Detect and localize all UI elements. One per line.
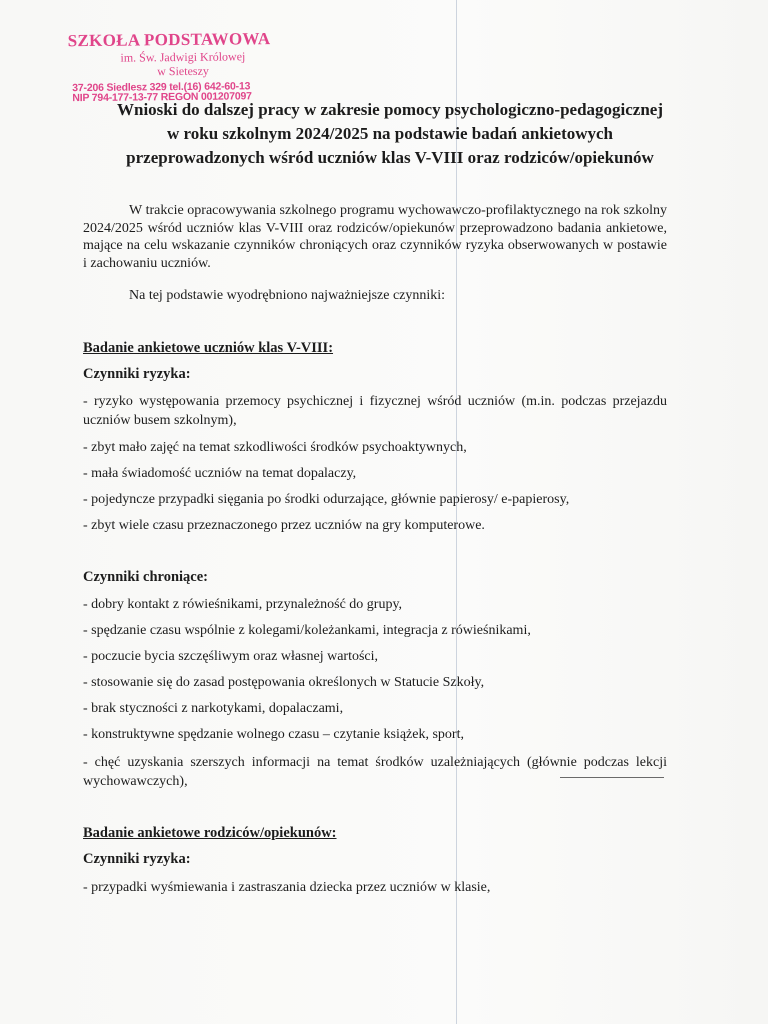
stamp-patron: im. Św. Jadwigi Królowej xyxy=(120,49,246,65)
parents-section-heading: Badanie ankietowe rodziców/opiekunów: xyxy=(83,825,337,841)
list-item: - pojedyncze przypadki sięgania po środki odurzające, głównie papierosy/ e-papierosy, xyxy=(83,492,570,507)
title-line-3: przeprowadzonych wśród uczniów klas V-VIII oraz rodziców/opiekunów xyxy=(126,148,654,167)
students-protective-heading: Czynniki chroniące: xyxy=(83,569,208,585)
list-item: - przypadki wyśmiewania i zastraszania dziecka przez uczniów w klasie, xyxy=(83,880,491,895)
pen-underline-mark xyxy=(560,777,664,778)
list-item: - mała świadomość uczniów na temat dopalaczy, xyxy=(83,466,357,481)
list-item: - spędzanie czasu wspólnie z kolegami/koleżankami, integracja z rówieśnikami, xyxy=(83,623,531,638)
list-item: - dobry kontakt z rówieśnikami, przynależność do grupy, xyxy=(83,597,403,612)
list-item: - poczucie bycia szczęśliwym oraz własnej wartości, xyxy=(83,649,379,664)
students-risk-heading: Czynniki ryzyka: xyxy=(83,366,191,382)
students-section-heading: Badanie ankietowe uczniów klas V-VIII: xyxy=(83,340,334,356)
stamp-ids: NIP 794-177-13-77 REGON 001207097 xyxy=(72,90,252,105)
intro-lead: Na tej podstawie wyodrębniono najważniejsze czynniki: xyxy=(129,288,446,303)
list-item: - stosowanie się do zasad postępowania określonych w Statucie Szkoły, xyxy=(83,675,485,690)
stamp-town: w Sieteszy xyxy=(157,63,209,79)
list-item: - zbyt mało zajęć na temat szkodliwości środków psychoaktywnych, xyxy=(83,440,467,455)
stamp-address: 37-206 Siedlesz 329 tel.(16) 642-60-13 xyxy=(72,80,251,95)
school-stamp xyxy=(68,29,299,104)
list-item: - zbyt wiele czasu przeznaczonego przez uczniów na gry komputerowe. xyxy=(83,518,485,533)
stamp-school-name: SZKOŁA PODSTAWOWA xyxy=(67,29,271,51)
title-line-2: w roku szkolnym 2024/2025 na podstawie badań ankietowych xyxy=(166,124,614,143)
parents-risk-heading: Czynniki ryzyka: xyxy=(83,851,191,867)
document-title xyxy=(60,98,720,170)
list-item: - konstruktywne spędzanie wolnego czasu – czytanie książek, sport, xyxy=(83,727,464,742)
list-item: - brak styczności z narkotykami, dopalaczami, xyxy=(83,701,344,716)
intro-paragraph: W trakcie opracowywania szkolnego programu wychowawczo-profilaktycznego na rok szkolny 2024/2025 wśród uczniów klas V-VIII oraz rodziców/opiekunów przeprowadzono badania ankietowe, mające na celu wskazanie czynników chroniących oraz czynników ryzyka obserwowanych w postawie i zachowaniu uczniów. xyxy=(83,203,667,271)
list-item: - ryzyko występowania przemocy psychicznej i fizycznej wśród uczniów (m.in. podczas przejazdu uczniów busem szkolnym), xyxy=(83,394,667,428)
list-item: - chęć uzyskania szerszych informacji na temat środków uzależniających (głównie podczas lekcji wychowawczych), xyxy=(83,755,667,789)
title-line-1: Wnioski do dalszej pracy w zakresie pomocy psychologiczno-pedagogicznej xyxy=(116,100,664,119)
